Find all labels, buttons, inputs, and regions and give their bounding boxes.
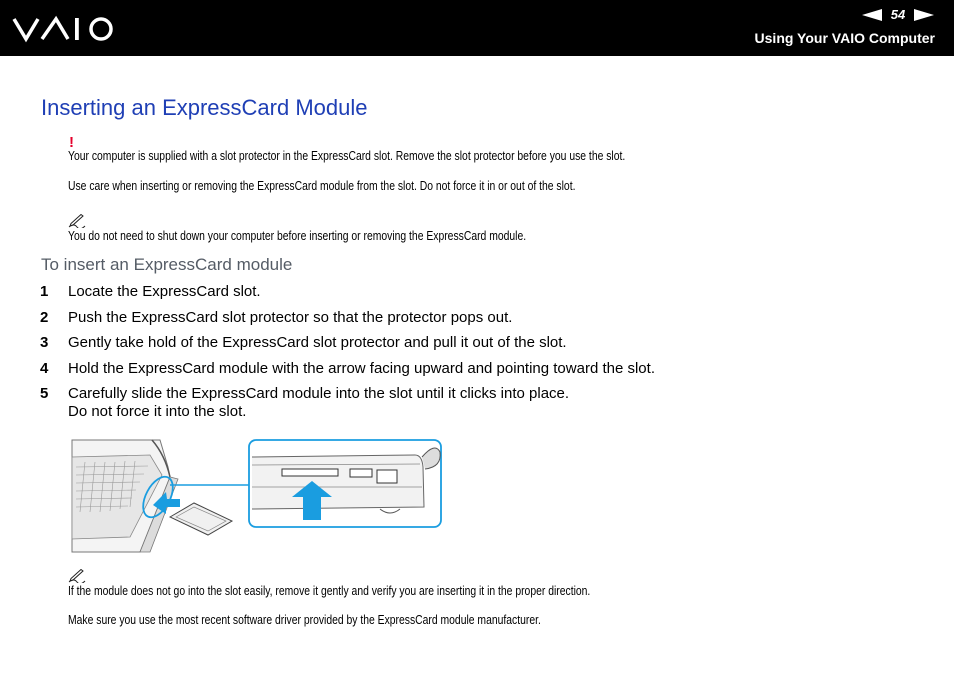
expresscard-illustration: [70, 437, 445, 555]
note-pencil-icon: [68, 214, 86, 228]
note-text: Make sure you use the most recent software driver provided by the ExpressCard module manufacturer.: [68, 613, 541, 627]
procedure-title: To insert an ExpressCard module: [41, 255, 293, 274]
note-text: If the module does not go into the slot easily, remove it gently and verify you are inserting it in the proper direction.: [68, 584, 591, 598]
page-navigation: [862, 7, 934, 22]
list-item: 3 Gently take hold of the ExpressCard slot protector and pull it out of the slot.: [40, 334, 567, 351]
section-title: Using Your VAIO Computer: [754, 30, 935, 46]
list-item: 5 Carefully slide the ExpressCard module into the slot until it clicks into place. Do not force it into the slot.: [40, 385, 570, 420]
list-item: 1 Locate the ExpressCard slot.: [40, 283, 261, 300]
caution-text: Use care when inserting or removing the ExpressCard module from the slot. Do not force it in or out of the slot.: [68, 179, 576, 193]
page-number: 54: [890, 7, 906, 22]
page-header: [0, 0, 954, 56]
list-item: 2 Push the ExpressCard slot protector so that the protector pops out.: [40, 309, 513, 326]
caution-icon: !: [69, 134, 74, 151]
arrow-left-icon[interactable]: [862, 9, 882, 21]
slot-closeup: [252, 448, 440, 513]
list-item: 4 Hold the ExpressCard module with the arrow facing upward and pointing toward the slot.: [40, 360, 655, 377]
arrow-right-icon[interactable]: [914, 9, 934, 21]
expresscard-module: [170, 503, 232, 535]
page-title: Inserting an ExpressCard Module: [41, 95, 368, 120]
vaio-logo: [12, 14, 122, 44]
note-pencil-icon: [68, 569, 86, 583]
caution-text: Your computer is supplied with a slot protector in the ExpressCard slot. Remove the slot protector before you use the slot.: [68, 149, 626, 163]
note-text: You do not need to shut down your computer before inserting or removing the ExpressCard module.: [68, 229, 527, 243]
